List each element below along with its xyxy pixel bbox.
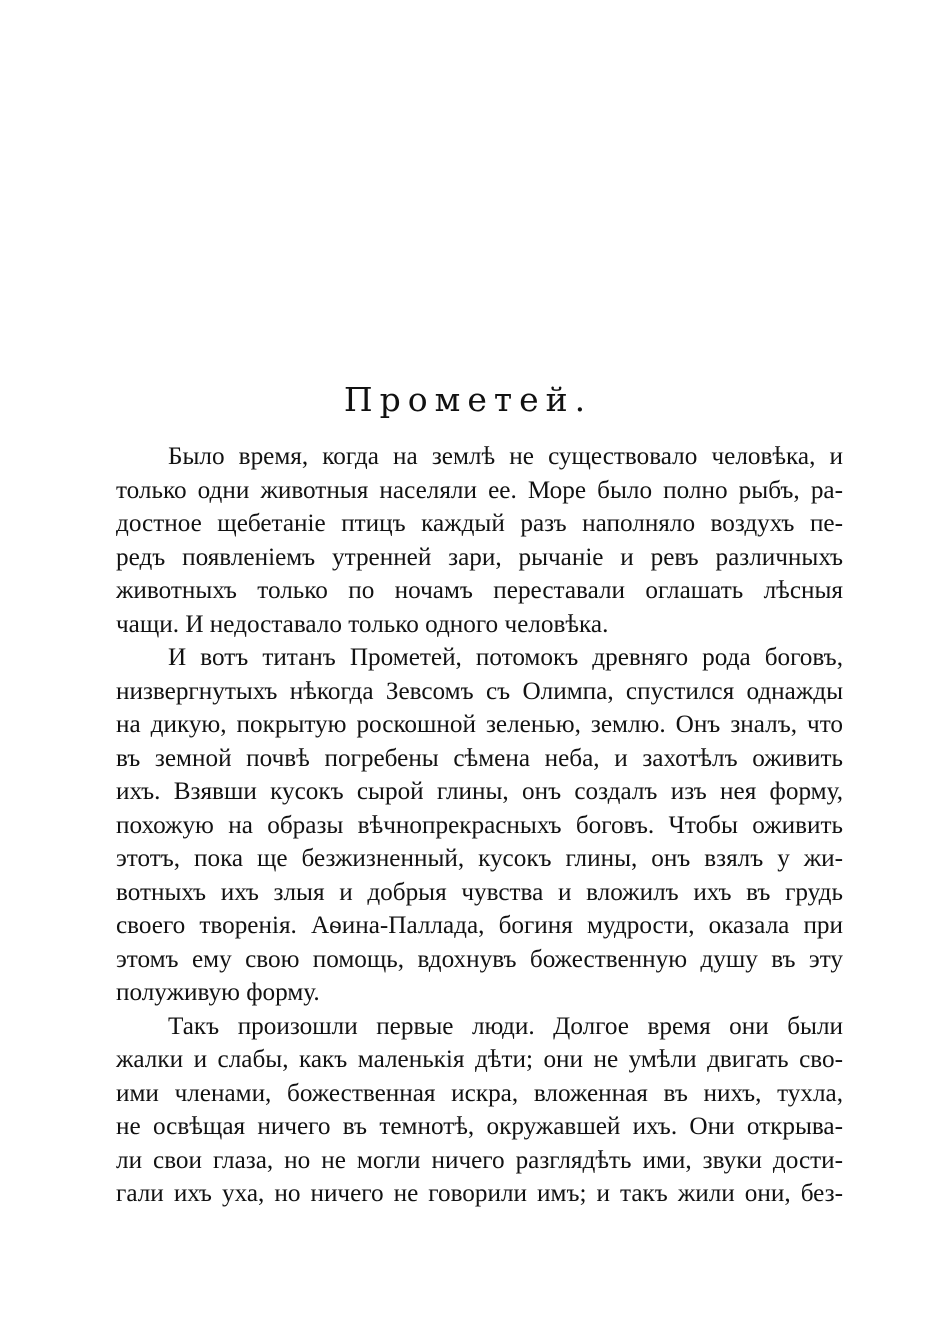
text-line: этомъ ему свою помощь, вдохнувъ божественную душу въ эту	[116, 945, 843, 973]
text-line: И вотъ титанъ Прометей, потомокъ древняго рода боговъ,	[168, 644, 843, 671]
text-line: этотъ, пока ще безжизненный, кусокъ глины, онъ взялъ у жи-	[116, 845, 843, 872]
text-line: Было время, когда на землѣ не существовало человѣка, и	[168, 443, 843, 470]
text-line: похожую на образы вѣчнопрекрасныхъ боговъ. Чтобы оживить	[116, 811, 843, 839]
text-line: не освѣщая ничего въ темнотѣ, окружавшей ихъ. Они открыва-	[116, 1113, 843, 1140]
text-line: ими членами, божественная искра, вложенная въ нихъ, тухла,	[116, 1079, 843, 1107]
text-line: ли свои глаза, но не могли ничего разглядѣть ими, звуки дости-	[116, 1146, 843, 1174]
text-line: жалки и слабы, какъ маленькія дѣти; они не умѣли двигать сво-	[116, 1046, 843, 1073]
page-title: Прометей.	[343, 380, 593, 419]
text-line: достное щебетаніе птицъ каждый разъ наполняло воздухъ пе-	[116, 510, 843, 537]
text-line: ихъ. Взявши кусокъ сырой глины, онъ создалъ изъ нея форму,	[116, 778, 843, 805]
text-line: только одни животныя населяли ее. Море было полно рыбъ, ра-	[116, 476, 843, 504]
text-line: низвергнутыхъ нѣкогда Зевсомъ съ Олимпа, спустился однажды	[116, 677, 843, 705]
text-line: животныхъ только по ночамъ переставали оглашать лѣсныя	[116, 577, 843, 604]
text-line: вотныхъ ихъ злыя и добрыя чувства и вложилъ ихъ въ грудь	[116, 878, 843, 906]
text-line: на дикую, покрытую роскошной зеленью, землю. Онъ зналъ, что	[116, 711, 843, 738]
text-line: въ земной почвѣ погребены сѣмена неба, и захотѣлъ оживить	[116, 744, 843, 772]
text-line: редъ появленіемъ утренней зари, рычаніе и ревъ различныхъ	[116, 543, 843, 571]
body-text	[116, 440, 843, 1211]
text-line: чащи. И недоставало только одного человѣка.	[116, 610, 609, 638]
text-line: Такъ произошли первые люди. Долгое время они были	[168, 1012, 843, 1040]
text-line: своего творенія. Аѳина-Паллада, богиня мудрости, оказала при	[116, 912, 843, 939]
text-line: полуживую форму.	[116, 979, 320, 1006]
text-line: гали ихъ уха, но ничего не говорили имъ; и такъ жили они, без-	[116, 1180, 843, 1207]
